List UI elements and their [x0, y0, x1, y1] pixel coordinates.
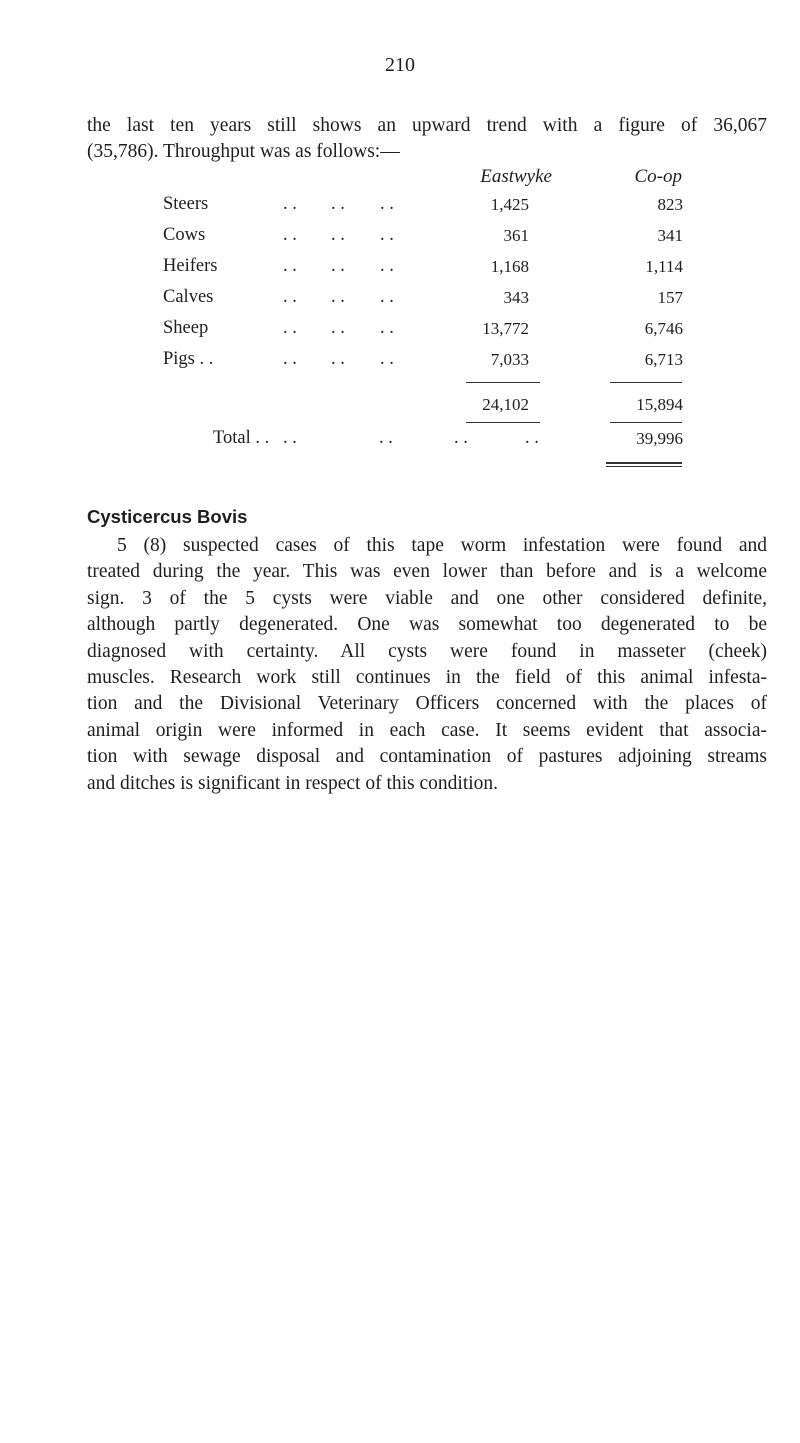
page-number: 210 [385, 54, 415, 76]
coop-subtotal: 15,894 [636, 395, 683, 414]
subtotal-rule-coop [610, 382, 682, 383]
eastwyke-value: 1,425 [490, 195, 529, 214]
paragraph-line: and ditches is significant in respect of this condition. [87, 772, 499, 794]
table-row: Pigs . . . . . . . . 7,033 6,713 [163, 349, 683, 369]
intro-line: (35,786). Throughput was as follows:— [87, 141, 400, 162]
paragraph-line: 5 (8) suspected cases of this tape worm infestation were found and [117, 535, 767, 556]
eastwyke-value: 13,772 [482, 319, 529, 338]
paragraph-line: tion with sewage disposal and contamination of pastures adjoining streams [87, 746, 767, 768]
section-paragraph [87, 533, 767, 797]
coop-value: 6,713 [644, 350, 683, 369]
total-rule-eastwyke [466, 422, 540, 423]
eastwyke-subtotal: 24,102 [482, 395, 529, 414]
eastwyke-value: 361 [503, 226, 529, 245]
intro-paragraph [87, 113, 767, 165]
table-row: Heifers . . . . . . 1,168 1,114 [163, 256, 683, 276]
table-row: Calves . . . . . . 343 157 [163, 287, 683, 307]
subtotal-row [0, 394, 800, 418]
intro-line: the last ten years still shows an upward trend with a figure of 36,067 [87, 115, 767, 136]
row-label: Heifers [163, 256, 218, 276]
coop-value: 157 [657, 288, 683, 307]
coop-value: 1,114 [645, 257, 683, 276]
paragraph-line: tion and the Divisional Veterinary Officers concerned with the places of [87, 693, 767, 715]
row-label: Pigs . . [163, 349, 214, 369]
coop-value: 6,746 [644, 319, 683, 338]
table-row: Cows . . . . . . 361 341 [163, 225, 683, 245]
paragraph-line: animal origin were informed in each case. It seems evident that associa- [87, 719, 767, 741]
column-header-coop: Co-op [634, 166, 682, 187]
total-row: Total . . . . . . . . . . 39,996 [213, 428, 683, 448]
row-label: Sheep [163, 318, 209, 338]
table-row: Sheep . . . . . . 13,772 6,746 [163, 318, 683, 338]
row-label: Cows [163, 225, 206, 245]
paragraph-line: diagnosed with certainty. All cysts were found in masseter (cheek) [87, 640, 767, 662]
paragraph-line: treated during the year. This was even lower than before and is a welcome [87, 561, 767, 583]
coop-value: 341 [657, 226, 683, 245]
eastwyke-value: 343 [503, 288, 529, 307]
total-rule-coop [610, 422, 682, 423]
table-row: Steers . . . . . . 1,425 823 [163, 194, 683, 214]
row-label: Steers [163, 194, 209, 214]
total-double-rule [606, 466, 682, 467]
paragraph-line: muscles. Research work still continues in the field of this animal infesta- [87, 667, 767, 689]
total-value: 39,996 [636, 429, 683, 448]
subtotal-rule-eastwyke [466, 382, 540, 383]
total-label: Total . . [213, 428, 270, 448]
row-label: Calves [163, 287, 214, 307]
eastwyke-value: 7,033 [490, 350, 529, 369]
column-header-eastwyke: Eastwyke [480, 166, 552, 187]
paragraph-line: although partly degenerated. One was somewhat too degenerated to be [87, 614, 767, 636]
coop-value: 823 [657, 195, 683, 214]
total-double-rule [606, 462, 682, 464]
section-heading: Cysticercus Bovis [87, 506, 248, 527]
paragraph-line: sign. 3 of the 5 cysts were viable and one other considered definite, [87, 587, 767, 609]
eastwyke-value: 1,168 [490, 257, 529, 276]
